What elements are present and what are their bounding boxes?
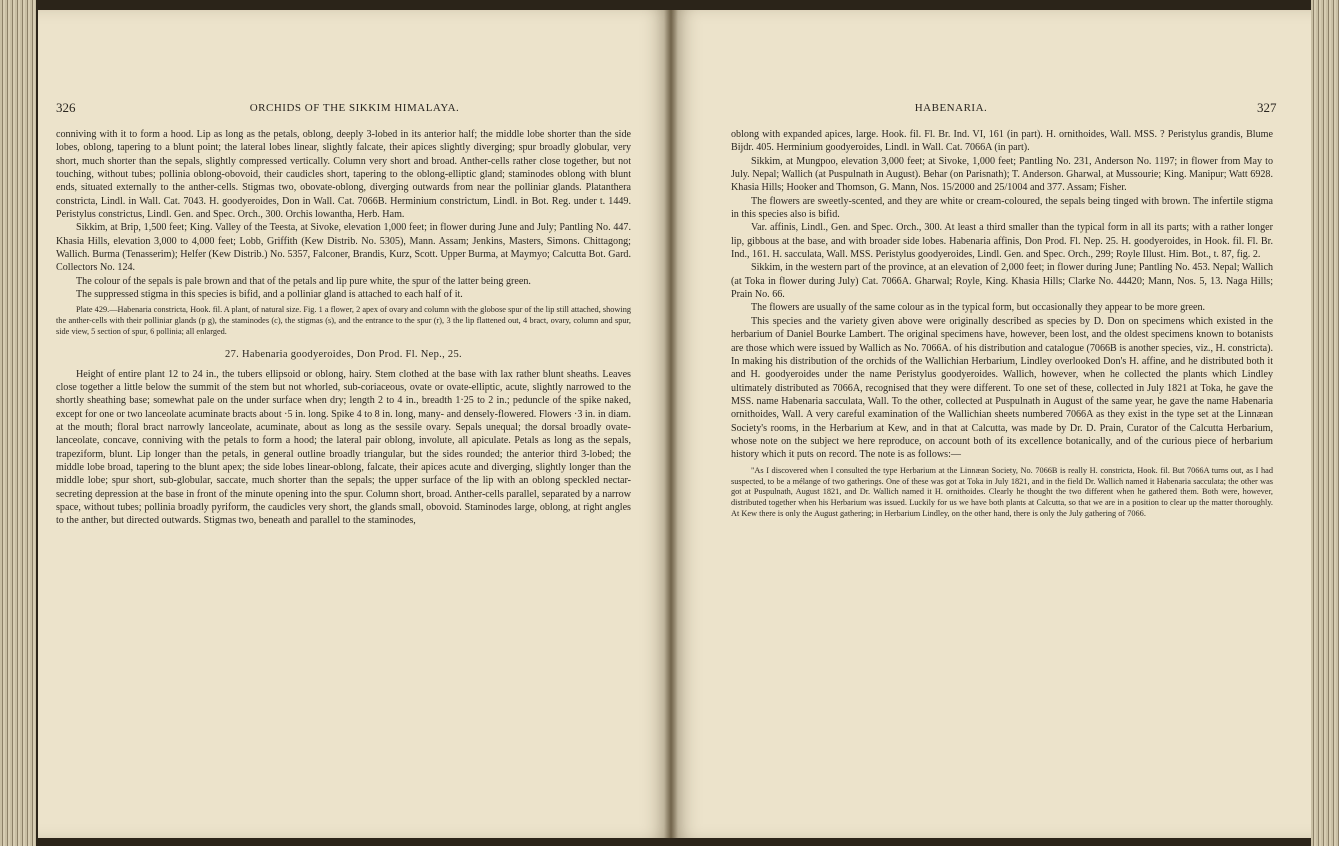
species-description: Height of entire plant 12 to 24 in., the tubers ellipsoid or oblong, hairy. Stem clothed at the base with lax rather blunt sheaths. Leaves close together a little below the summit of the stem but not whorled, sub-coriaceous, ovate or ovate-elliptic, acute, slightly narrowed to the shortly sheathing base; somewhat pale on the under surface when dry; length 2 to 4 in., breadth 1·25 to 2 in.; peduncle of the spike naked, except for one or two lanceolate acuminate bracts about ·5 in. long. Spike 4 to 8 in. long, many- and densely-flowered. Flowers ·3 in. in diam. at the mouth; floral bract narrowly lanceolate, acuminate, about as long as the sessile ovary. Sepals unequal; the dorsal broadly ovate-lanceolate, concave, conniving with the petals to form a hood; the lateral pair oblong, involute, all apiculate. Petals as long as the sepals, trapeziform, blunt. Lip longer than the petals, in general outline broadly triangular, but the sides rounded; the anterior third 3-lobed; the middle lobe broad, tapering to the blunt apex; the side lobes linear-oblong, falcate, their apices acute and diverging, slightly longer than the middle lobe; spur short, sub-globular, saccate, much shorter than the sepals; the upper surface of the lip with an oblong speckled nectar-secreting depression at the base in front of the minute opening into the spur. Column short, broad. Anther-cells parallel, separated by a narrow space, without tubes; pollinia broadly pyriform, the caudicles very short, the glands small, obovoid. Staminodes large, oblong, at right angles to the anther, but directed outwards. Stigmas two, beneath and parallel to the staminodes,	[56, 368, 631, 527]
right-body	[731, 128, 1273, 520]
right-paragraph-3: The flowers are sweetly-scented, and they are white or cream-coloured, the sepals being tinged with brown. The infertile stigma in this species also is bifid.	[731, 195, 1273, 221]
section-title: 27. Habenaria goodyeroides, Don Prod. Fl. Nep., 25.	[225, 349, 462, 361]
right-paragraph-4: Var. affinis, Lindl., Gen. and Spec. Orch., 300. At least a third smaller than the typical form in all its parts; with a rather longer lip, gibbous at the base, and with broader side lobes. Habenaria affinis, Don Prod. Fl. Nep. 25. H. goodyeroides, in Hook. fil. Fl. Br. Ind., 161. H. sacculata, Wall. MSS. Peristylus goodyeroides, Lindl. Gen. and Spec. Orch., 299; Royle Illust. Him. Bot., t. 87, fig. 2.	[731, 222, 1273, 261]
left-page-number: 326	[56, 100, 76, 115]
left-paragraph-1: conniving with it to form a hood. Lip as long as the petals, oblong, deeply 3-lobed in its anterior half; the middle lobe shorter than the side lobes, oblong, tapering to a blunt point; the lateral lobes linear, slightly falcate, their apices slightly diverging; spur broadly globular, very short, much shorter than the sepals, slightly compressed vertically. Column very short and broad. Anther-cells rather close together, but not touching, without tubes; pollinia oblong-obovoid, their caudicles short, tapering to the oblong-elliptic gland; staminodes oblong with blunt ends, situated externally to the anther-cells. Stigmas two, obovate-oblong, diverging outwards from near the polliniar glands. Platanthera constricta, Lindl. in Wall. Cat. 7043. H. goodyeroides, Don in Wall. Cat. 7066B. Herminium constrictum, Lindl. in Bot. Reg. under t. 1449. Peristylus constrictus, Lindl. Gen. and Spec. Orch., 300. Orchis lowantha, Herb. Ham.	[56, 129, 631, 221]
left-body	[56, 128, 631, 528]
book-gutter	[664, 10, 678, 838]
right-paragraph-1: oblong with expanded apices, large. Hook. fil. Fl. Br. Ind. VI, 161 (in part). H. ornithoides, Wall. MSS. ? Peristylus grandis, Blume Bijdr. 405. Herminium goodyeroides, Lindl. in Wall. Cat. 7066A (in part).	[731, 129, 1273, 154]
left-paragraph-4: The suppressed stigma in this species is bifid, and a polliniar gland is attached to each half of it.	[76, 289, 463, 301]
right-paragraph-7: This species and the variety given above were originally described as species by D. Don on specimens which existed in the herbarium of Daniel Bourke Lambert. The original specimens have, however, been lost, and the oldest specimens known to botanists are those which were issued by Wallich as No. 7066A. of his distribution and catalogue (7066B is another species, viz., H. constricta). In making his distribution of the orchids of the Wallichian Herbarium, Lindley overlooked Don's H. affine, and he distributed both it and H. goodyeroides under the name Peristylus goodyeroides. Wallich, however, when he collected the plants which Lindley ultimately distributed as 7066A, recognised that they were different. To one set of these, collected in July 1821 at Toka, he gave the MSS. name Habenaria sacculata, Wall. To the other, collected at Puspulnath in August of the same year, he gave the name Habenaria ornithoides, Wall. A very careful examination of the Wallichian sheets numbered 7066A as they exist in the type set at the Linnæan Society's rooms, in the Herbarium at Kew, and in that at Calcutta, was made by Dr. D. Prain, Curator of the Calcutta Herbarium, whose note on the subject we here reproduce, on account both of its excellence botanically, and of the curious piece of herbarium history which it puts on record. The note is as follows:—	[731, 315, 1273, 461]
plate-caption: Plate 429.—Habenaria constricta, Hook. fil. A plant, of natural size. Fig. 1 a flower, 2 apex of ovary and column with the globose spur of the lip still attached, showing the anther-cells with their polliniar glands (p g), the staminodes (c), the stigmas (s), and the entrance to the spur (r), 3 the lip flattened out, 4 bract, ovary, column and spur, side view, 5 section of spur, 6 pollinia; all enlarged.	[56, 305, 631, 337]
right-page-number: 327	[1257, 100, 1277, 115]
right-page	[671, 10, 1311, 838]
left-paragraph-2: Sikkim, at Brip, 1,500 feet; King. Valley of the Teesta, at Sivoke, elevation 1,000 feet; in flower during June and July; Pantling No. 447. Khasia Hills, elevation 3,000 to 4,000 feet; Lobb, Griffith (Kew Distrib. No. 5305), Mann. Assam; Jenkins, Masters, Simons. Chittagong; Wallich. Burma (Tenasserim); Helfer (Kew Distrib.) No. 5357, Falconer, Brandis, Kurz, Scott. Upper Burma, at Maymyo; Calcutta Bot. Gard. Collectors No. 124.	[56, 222, 631, 274]
left-paragraph-3: The colour of the sepals is pale brown and that of the petals and lip pure white, the spur of the latter being green.	[76, 275, 531, 287]
page-edges-right	[1311, 0, 1339, 846]
right-paragraph-6: The flowers are usually of the same colour as in the typical form, but occasionally they appear to be more green.	[751, 302, 1206, 314]
right-paragraph-2: Sikkim, at Mungpoo, elevation 3,000 feet; at Sivoke, 1,000 feet; Pantling No. 231, Anderson No. 1197; in flower from May to July. Nepal; Wallich (at Puspulnath in August). Behar (on Parisnath); T. Anderson. Gharwal, at Mussourie; King. Manipur; Watt 6928. Khasia Hills; Hooker and Thomson, G. Mann, Nos. 15/2000 and 25/1004 and 377. Assam; Fisher.	[731, 155, 1273, 194]
right-running-head: HABENARIA.	[914, 102, 988, 114]
right-paragraph-5: Sikkim, in the western part of the province, at an elevation of 2,000 feet; in flower during June; Pantling No. 453. Nepal; Wallich (at Toka in flower during July) Cat. 7066A. Gharwal; Royle, King. Khasia Hills; Clarke No. 44420; Mann, Nos. 5, 13. Naga Hills; Prain No. 66.	[731, 262, 1273, 301]
footnote-quote: "As I discovered when I consulted the type Herbarium at the Linnæan Society, No. 7066B is really H. constricta, Hook. fil. But 7066A turns out, as I had suspected, to be a mélange of two gatherings. One of these was got at Toka in July 1821, and in the field Dr. Wallich named it Habenaria sacculata; the other was got at Puspulnath, August 1821, and Dr. Wallich named it H. ornithoides. Clearly he thought the two different when he gathered them. Both were, however, distributed together when his Herbarium was issued. Luckily for us we have both plants at Calcutta, so that we are in a position to clear up the matter thoroughly. At Kew there is only the August gathering; in Herbarium Lindley, on the other hand, there is only the July gathering of 7066.	[731, 465, 1273, 519]
left-running-head: ORCHIDS OF THE SIKKIM HIMALAYA.	[249, 102, 460, 114]
left-page	[38, 10, 671, 838]
page-edges-left	[0, 0, 36, 846]
